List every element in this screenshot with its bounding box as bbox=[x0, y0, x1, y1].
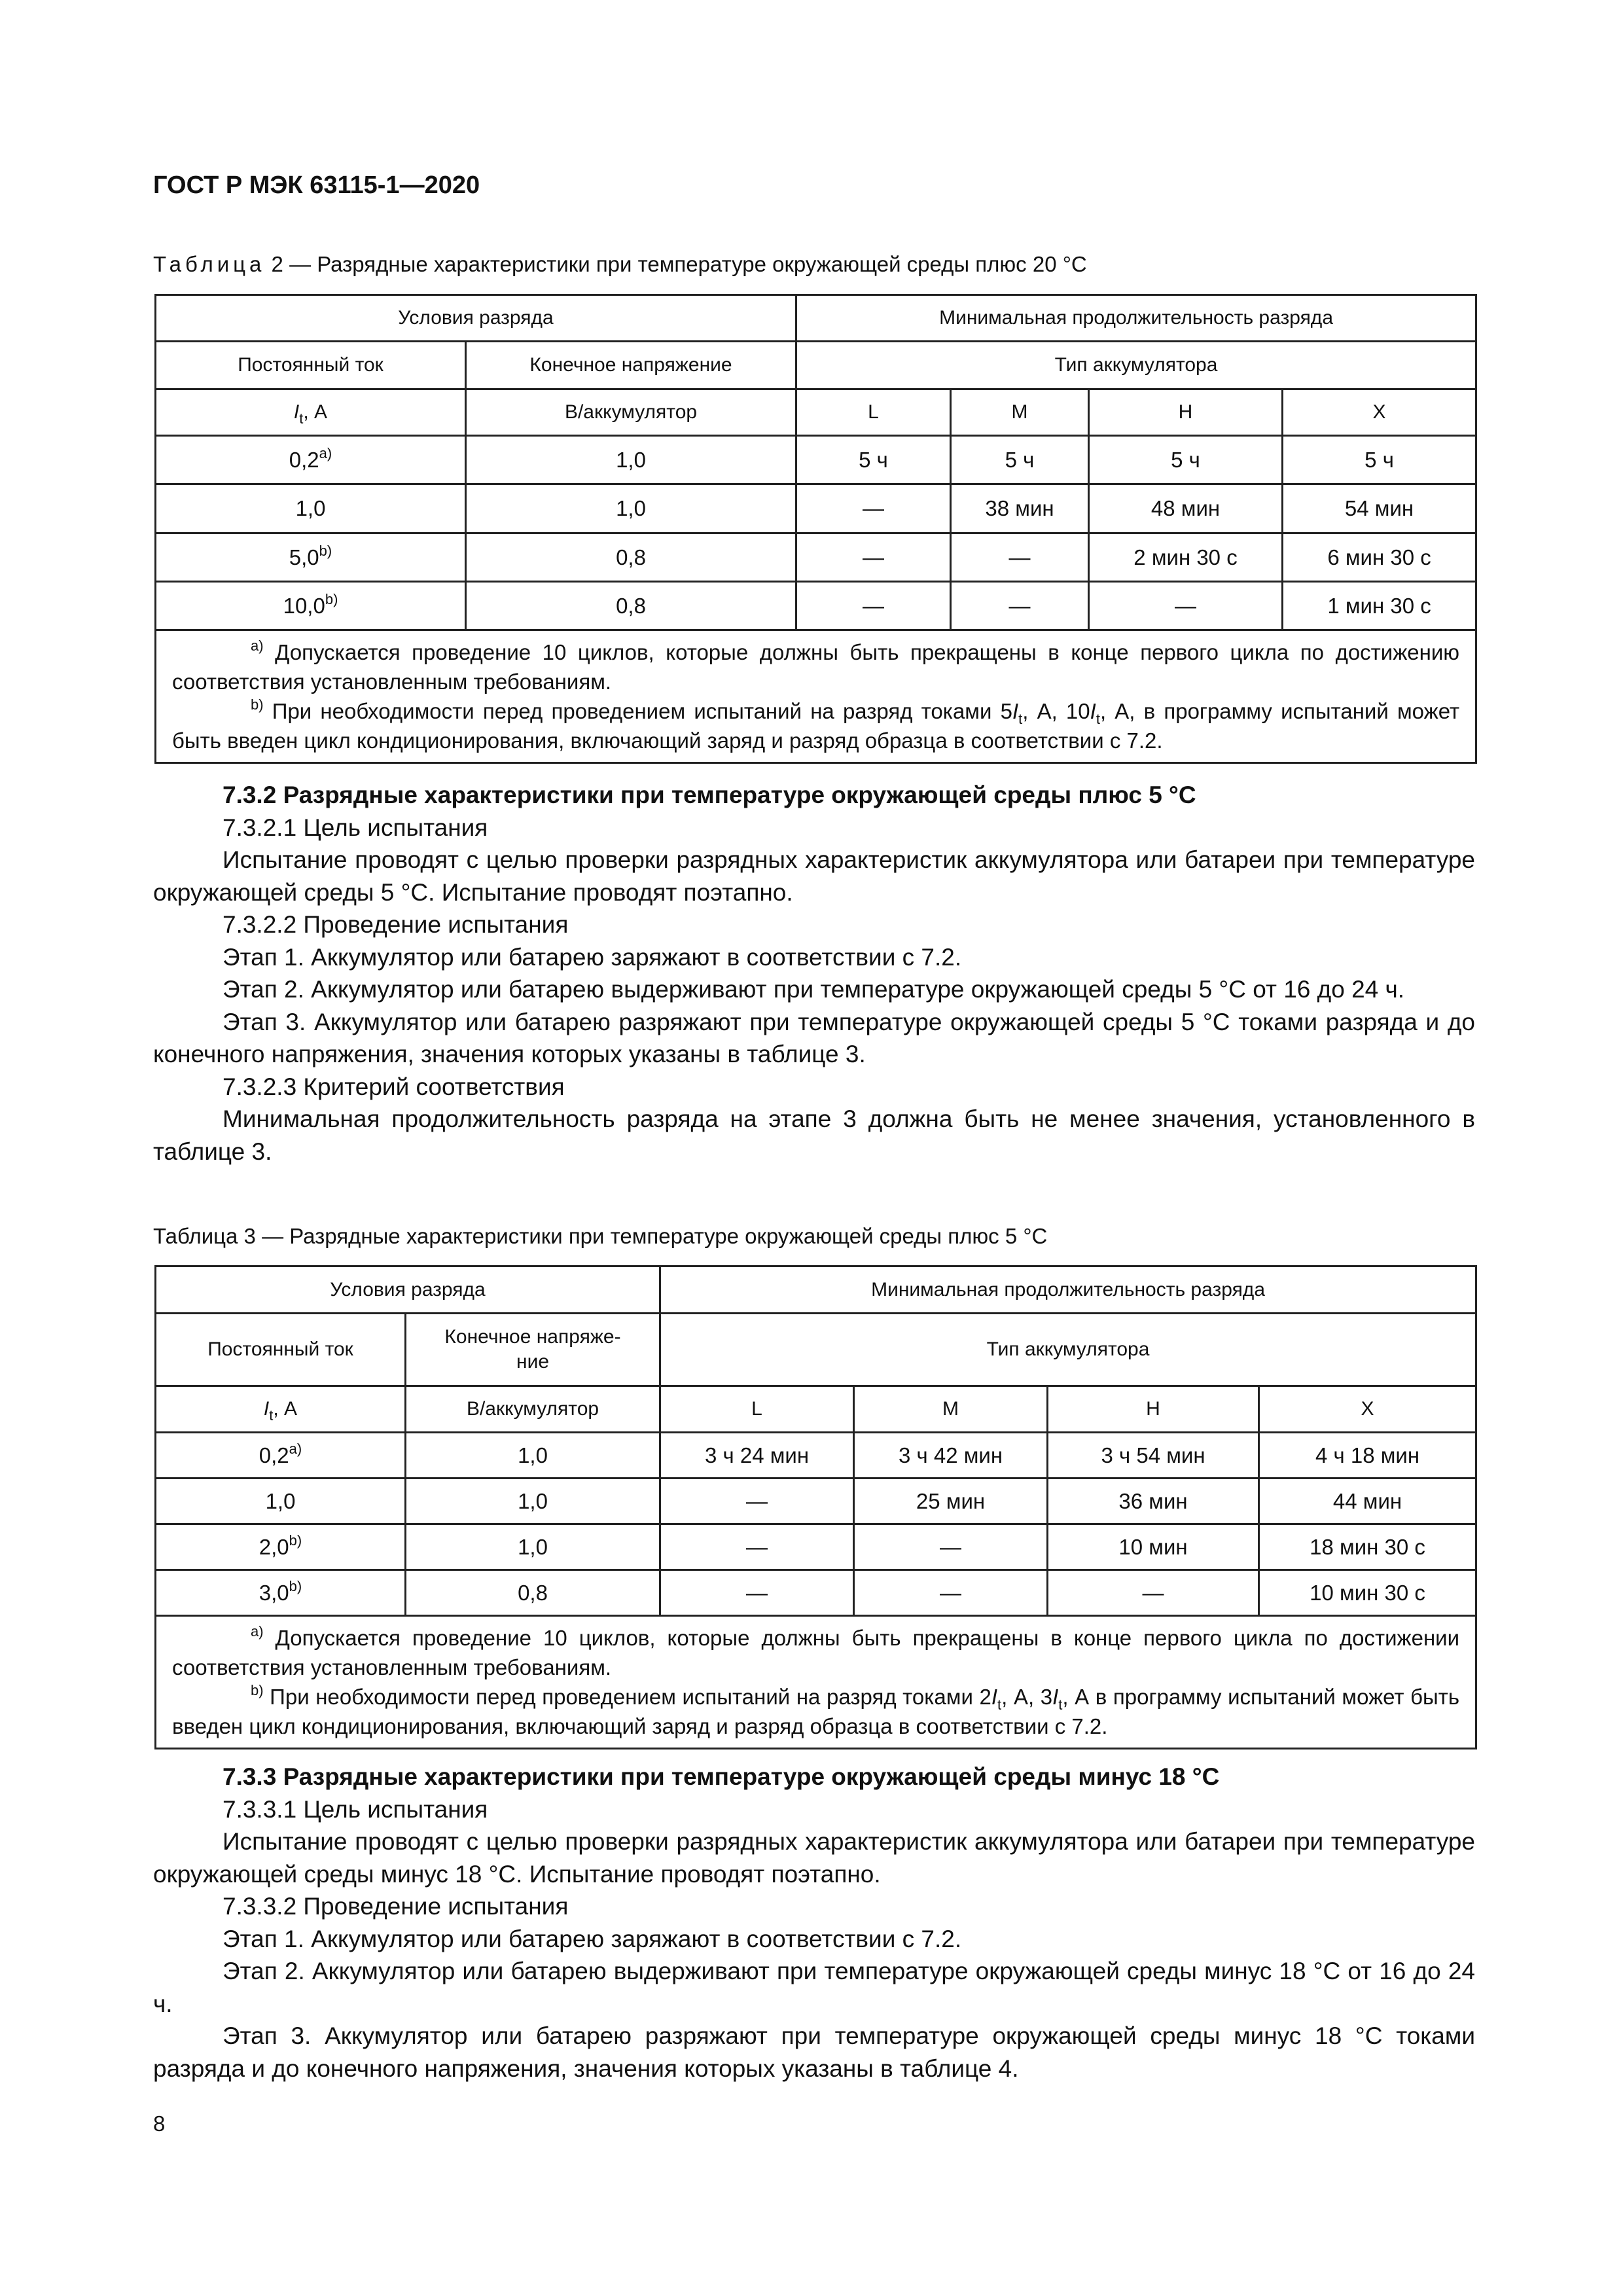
table2-cell-l: — bbox=[796, 533, 951, 582]
table2-header-type: Тип аккумулятора bbox=[796, 342, 1476, 389]
paragraph: Этап 1. Аккумулятор или батарею заряжают в соответствии с 7.2. bbox=[223, 1925, 962, 1952]
table2-type-x: X bbox=[1283, 389, 1476, 436]
table2-type-h: H bbox=[1089, 389, 1283, 436]
table3-cell-x: 10 мин 30 с bbox=[1259, 1570, 1476, 1616]
table3-note-b: $^{b)}$ При необходимости перед проведением испытаний на разряд токами $2I_t$, А, $3I_t$, А в программу испытаний может быть введен цикл кондиционирования, включающий заряд и разряд образца в соответствии с 7.2. bbox=[172, 1682, 1460, 1738]
table3-cell-m: — bbox=[854, 1524, 1048, 1570]
table3-cell-voltage: 1,0 bbox=[406, 1433, 660, 1479]
table2-notes bbox=[156, 630, 1476, 763]
table3-cell-h: 36 мин bbox=[1048, 1479, 1259, 1524]
table2 bbox=[154, 294, 1477, 764]
paragraph: Минимальная продолжительность разряда на этапе 3 должна быть не менее значения, установленного в таблице 3. bbox=[153, 1105, 1475, 1165]
table3-header-type: Тип аккумулятора bbox=[660, 1314, 1476, 1386]
table3-cell-voltage: 1,0 bbox=[406, 1479, 660, 1524]
table2-caption-text: 2 — Разрядные характеристики при температуре окружающей среды плюс 20 °С bbox=[265, 252, 1087, 276]
paragraph: 7.3.2.1 Цель испытания bbox=[223, 814, 488, 841]
table3-cell-voltage: 0,8 bbox=[406, 1570, 660, 1616]
table2-header-min-duration: Минимальная продолжительность разряда bbox=[796, 295, 1476, 342]
table2-cell-l: — bbox=[796, 582, 951, 630]
table3-header-end-voltage: Конечное напряже- ние bbox=[406, 1314, 660, 1386]
table2-cell-h: 48 мин bbox=[1089, 484, 1283, 533]
table-row bbox=[156, 1524, 1476, 1570]
table2-cell-h: 2 мин 30 с bbox=[1089, 533, 1283, 582]
table3-header-discharge: Условия разряда bbox=[156, 1266, 660, 1314]
table2-cell-x: 6 мин 30 с bbox=[1283, 533, 1476, 582]
table2-cell-voltage: 0,8 bbox=[466, 533, 796, 582]
paragraph: Испытание проводят с целью проверки разрядных характеристик аккумулятора или батареи при температуре окружающей среды 5 °С. Испытание проводят поэтапно. bbox=[153, 846, 1475, 906]
table3-cell-current: 3,0$^{b)}$ bbox=[156, 1570, 406, 1616]
table3-header-min-duration: Минимальная продолжительность разряда bbox=[660, 1266, 1476, 1314]
table2-cell-x: 5 ч bbox=[1283, 436, 1476, 484]
table3-note-a: $^{a)}$ Допускается проведение 10 циклов, которые должны быть прекращены в конце первого цикла по достижении соответствия установленным требованиям. bbox=[172, 1623, 1460, 1679]
table3-cell-h: 10 мин bbox=[1048, 1524, 1259, 1570]
table2-cell-x: 1 мин 30 с bbox=[1283, 582, 1476, 630]
table3-type-x: X bbox=[1259, 1386, 1476, 1433]
section-7-3-3-heading: 7.3.3 Разрядные характеристики при температуре окружающей среды минус 18 °С bbox=[223, 1763, 1220, 1790]
table3-cell-voltage: 1,0 bbox=[406, 1524, 660, 1570]
table3 bbox=[154, 1265, 1477, 1749]
table-row bbox=[156, 1433, 1476, 1479]
table2-cell-m: 5 ч bbox=[951, 436, 1089, 484]
table2-cell-l: — bbox=[796, 484, 951, 533]
table2-cell-m: — bbox=[951, 582, 1089, 630]
table2-cell-current: 10,0$^{b)}$ bbox=[156, 582, 466, 630]
table2-cell-current: 1,0 bbox=[156, 484, 466, 533]
table3-type-m: M bbox=[854, 1386, 1048, 1433]
table2-note-b: $^{b)}$ При необходимости перед проведением испытаний на разряд токами $5I_t$, А, $10I_t$, А, в программу испытаний может быть введен цикл кондиционирования, включающий заряд и разряд образца в соответствии с 7.2. bbox=[172, 696, 1460, 753]
paragraph: 7.3.2.2 Проведение испытания bbox=[223, 911, 569, 938]
table3-type-l: L bbox=[660, 1386, 854, 1433]
table3-cell-m: — bbox=[854, 1570, 1048, 1616]
table2-cell-h: — bbox=[1089, 582, 1283, 630]
table3-cell-l: — bbox=[660, 1479, 854, 1524]
paragraph: Этап 2. Аккумулятор или батарею выдерживают при температуре окружающей среды 5 °С от 16 до 24 ч. bbox=[223, 976, 1405, 1003]
table3-unit-current: $I_t$, А bbox=[156, 1386, 406, 1433]
table2-caption bbox=[153, 252, 1087, 277]
section-7-3-2-heading: 7.3.2 Разрядные характеристики при температуре окружающей среды плюс 5 °С bbox=[223, 781, 1196, 808]
table2-cell-voltage: 1,0 bbox=[466, 436, 796, 484]
table3-cell-m: 3 ч 42 мин bbox=[854, 1433, 1048, 1479]
table-row bbox=[156, 533, 1476, 582]
table3-cell-l: — bbox=[660, 1570, 854, 1616]
table-row bbox=[156, 582, 1476, 630]
table2-header-discharge: Условия разряда bbox=[156, 295, 796, 342]
table3-cell-current: 1,0 bbox=[156, 1479, 406, 1524]
table3-cell-x: 18 мин 30 с bbox=[1259, 1524, 1476, 1570]
table-row bbox=[156, 436, 1476, 484]
table2-cell-voltage: 1,0 bbox=[466, 484, 796, 533]
paragraph: Испытание проводят с целью проверки разрядных характеристик аккумулятора или батареи при температуре окружающей среды минус 18 °С. Испытание проводят поэтапно. bbox=[153, 1828, 1475, 1888]
document-title: ГОСТ Р МЭК 63115-1—2020 bbox=[153, 171, 480, 199]
section-7-3-2 bbox=[153, 779, 1475, 1168]
table3-notes bbox=[156, 1616, 1476, 1749]
paragraph: Этап 2. Аккумулятор или батарею выдерживают при температуре окружающей среды минус 18 °С от 16 до 24 ч. bbox=[153, 1958, 1475, 2017]
table3-header-const-current: Постоянный ток bbox=[156, 1314, 406, 1386]
table3-cell-h: 3 ч 54 мин bbox=[1048, 1433, 1259, 1479]
table-row bbox=[156, 1570, 1476, 1616]
table2-header-const-current: Постоянный ток bbox=[156, 342, 466, 389]
table3-cell-x: 44 мин bbox=[1259, 1479, 1476, 1524]
table3-type-h: H bbox=[1048, 1386, 1259, 1433]
table2-cell-h: 5 ч bbox=[1089, 436, 1283, 484]
table2-cell-m: 38 мин bbox=[951, 484, 1089, 533]
paragraph: 7.3.3.1 Цель испытания bbox=[223, 1795, 488, 1823]
page-number: 8 bbox=[153, 2111, 166, 2136]
table2-note-a: $^{a)}$ Допускается проведение 10 циклов, которые должны быть прекращены в конце первого цикла по достижению соответствия установленным требованиям. bbox=[172, 637, 1460, 694]
table3-cell-current: 2,0$^{b)}$ bbox=[156, 1524, 406, 1570]
table2-type-m: M bbox=[951, 389, 1089, 436]
paragraph: Этап 1. Аккумулятор или батарею заряжают в соответствии с 7.2. bbox=[223, 943, 962, 971]
paragraph: 7.3.2.3 Критерий соответствия bbox=[223, 1073, 565, 1100]
table3-cell-current: 0,2$^{a)}$ bbox=[156, 1433, 406, 1479]
table3-caption: Таблица 3 — Разрядные характеристики при температуре окружающей среды плюс 5 °С bbox=[153, 1224, 1048, 1248]
paragraph: 7.3.3.2 Проведение испытания bbox=[223, 1893, 569, 1920]
table-row bbox=[156, 484, 1476, 533]
table3-cell-h: — bbox=[1048, 1570, 1259, 1616]
table3-cell-l: 3 ч 24 мин bbox=[660, 1433, 854, 1479]
table3-unit-voltage: В/аккумулятор bbox=[406, 1386, 660, 1433]
table-row bbox=[156, 1479, 1476, 1524]
table2-cell-x: 54 мин bbox=[1283, 484, 1476, 533]
paragraph: Этап 3. Аккумулятор или батарею разряжают при температуре окружающей среды 5 °С токами разряда и до конечного напряжения, значения которых указаны в таблице 3. bbox=[153, 1008, 1475, 1067]
table2-header-end-voltage: Конечное напряжение bbox=[466, 342, 796, 389]
table2-cell-voltage: 0,8 bbox=[466, 582, 796, 630]
table2-cell-current: 5,0$^{b)}$ bbox=[156, 533, 466, 582]
table2-cell-current: 0,2$^{a)}$ bbox=[156, 436, 466, 484]
section-7-3-3 bbox=[153, 1761, 1475, 2085]
table2-unit-voltage: В/аккумулятор bbox=[466, 389, 796, 436]
paragraph: Этап 3. Аккумулятор или батарею разряжают при температуре окружающей среды минус 18 °С токами разряда и до конечного напряжения, значения которых указаны в таблице 4. bbox=[153, 2022, 1475, 2082]
table2-cell-l: 5 ч bbox=[796, 436, 951, 484]
table3-cell-l: — bbox=[660, 1524, 854, 1570]
table2-type-l: L bbox=[796, 389, 951, 436]
table3-cell-x: 4 ч 18 мин bbox=[1259, 1433, 1476, 1479]
table2-unit-current: $I_t$, А bbox=[156, 389, 466, 436]
table3-cell-m: 25 мин bbox=[854, 1479, 1048, 1524]
table2-caption-label: Таблица bbox=[153, 252, 266, 276]
table2-cell-m: — bbox=[951, 533, 1089, 582]
